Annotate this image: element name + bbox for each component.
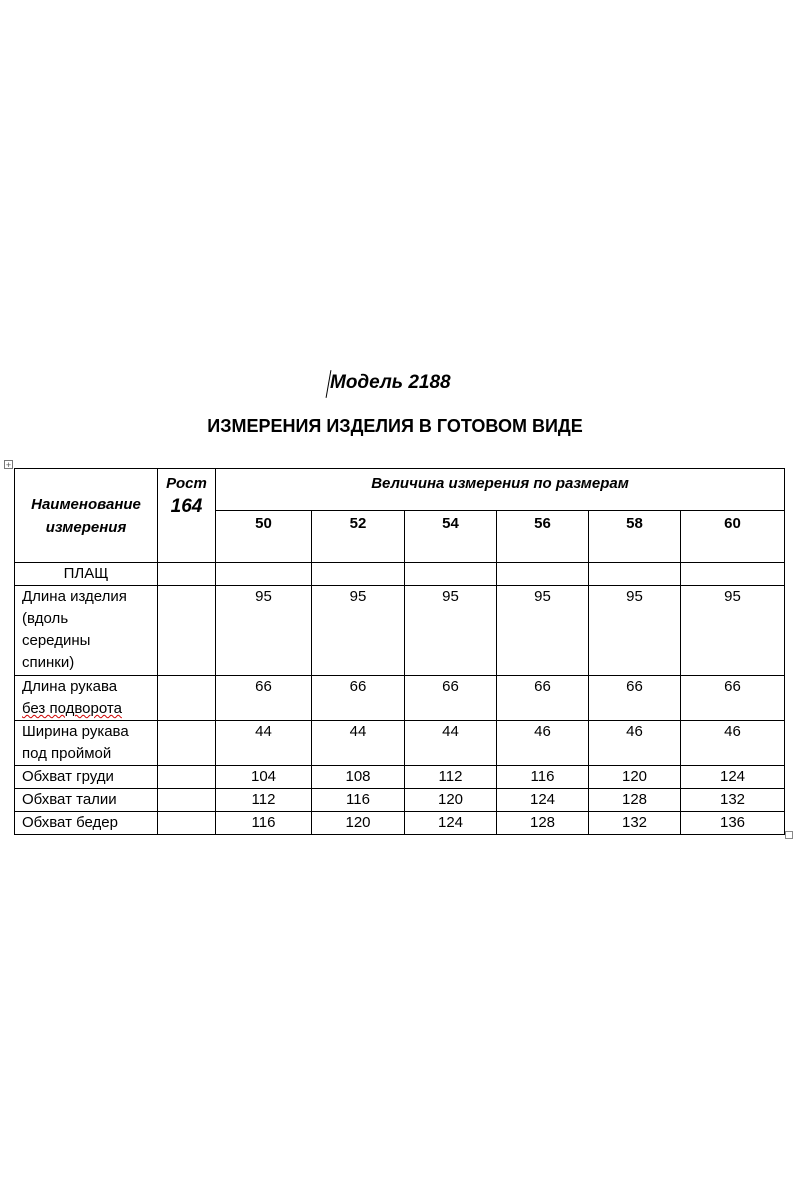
- row-value: 44: [405, 721, 497, 766]
- header-size: 50: [216, 511, 312, 563]
- table-row: [15, 721, 785, 766]
- row-value: 132: [589, 812, 681, 835]
- row-value: 120: [312, 812, 405, 835]
- row-value: 66: [589, 676, 681, 721]
- header-size: 56: [497, 511, 589, 563]
- row-value: 124: [681, 766, 785, 789]
- measurements-table: [14, 468, 785, 835]
- row-value: 66: [312, 676, 405, 721]
- row-value: 46: [589, 721, 681, 766]
- row-value: 108: [312, 766, 405, 789]
- row-height-cell: [158, 721, 216, 766]
- row-value: 136: [681, 812, 785, 835]
- row-label: Обхват талии: [15, 789, 158, 812]
- table-row: [15, 676, 785, 721]
- row-value: 66: [405, 676, 497, 721]
- row-label: Длина изделия (вдоль середины спинки): [15, 586, 158, 676]
- row-value: 120: [405, 789, 497, 812]
- row-value: 95: [589, 586, 681, 676]
- header-size: 54: [405, 511, 497, 563]
- row-value: 95: [497, 586, 589, 676]
- row-value: 95: [405, 586, 497, 676]
- row-value: 120: [589, 766, 681, 789]
- row-height-cell: [158, 812, 216, 835]
- table-row: [15, 812, 785, 835]
- row-value: 116: [497, 766, 589, 789]
- row-value: 124: [497, 789, 589, 812]
- row-height-cell: [158, 789, 216, 812]
- header-measurement-name: [15, 469, 158, 563]
- table-row: [15, 563, 785, 586]
- row-value: 95: [681, 586, 785, 676]
- row-height-cell: [158, 586, 216, 676]
- header-height-value: 164: [170, 496, 203, 517]
- table-row: [15, 789, 785, 812]
- row-value: 66: [216, 676, 312, 721]
- header-height: [158, 469, 216, 563]
- row-value: 66: [497, 676, 589, 721]
- row-label: Ширина рукава под проймой: [15, 721, 158, 766]
- header-size: 58: [589, 511, 681, 563]
- row-value: 46: [681, 721, 785, 766]
- row-label: Длина рукава без подворота: [15, 676, 158, 721]
- row-value: 116: [312, 789, 405, 812]
- header-size: 52: [312, 511, 405, 563]
- header-name-line1: Наименование: [31, 495, 141, 513]
- row-value: 66: [681, 676, 785, 721]
- row-value: 95: [312, 586, 405, 676]
- section-label: ПЛАЩ: [15, 563, 158, 586]
- row-value: 128: [589, 789, 681, 812]
- row-value: 128: [497, 812, 589, 835]
- table-row: [15, 766, 785, 789]
- row-value: 132: [681, 789, 785, 812]
- header-size-group: Величина измерения по размерам: [216, 469, 785, 511]
- row-height-cell: [158, 766, 216, 789]
- row-value: 104: [216, 766, 312, 789]
- table-resize-handle-icon[interactable]: [785, 831, 793, 839]
- row-value: 44: [312, 721, 405, 766]
- row-value: 95: [216, 586, 312, 676]
- table-row: [15, 586, 785, 676]
- row-value: 44: [216, 721, 312, 766]
- row-value: 116: [216, 812, 312, 835]
- row-height-cell: [158, 676, 216, 721]
- row-value: 112: [216, 789, 312, 812]
- table-move-handle-icon[interactable]: +: [5, 460, 12, 470]
- row-label: Обхват бедер: [15, 812, 158, 835]
- model-title: Модель 2188: [330, 372, 451, 393]
- row-value: 112: [405, 766, 497, 789]
- row-value: 124: [405, 812, 497, 835]
- header-height-label: Рост: [166, 475, 207, 492]
- row-value: 46: [497, 721, 589, 766]
- row-label: Обхват груди: [15, 766, 158, 789]
- document-heading: ИЗМЕРЕНИЯ ИЗДЕЛИЯ В ГОТОВОМ ВИДЕ: [207, 416, 583, 436]
- header-name-line2: измерения: [45, 518, 127, 536]
- header-size: 60: [681, 511, 785, 563]
